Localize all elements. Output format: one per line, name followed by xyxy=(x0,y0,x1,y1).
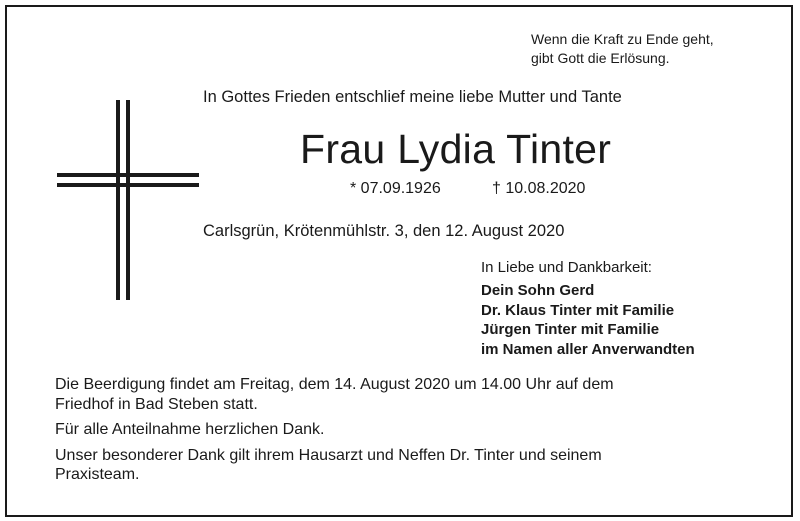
mourner-item: Dr. Klaus Tinter mit Familie xyxy=(481,301,675,319)
cross-icon xyxy=(52,100,202,300)
closing-text xyxy=(55,375,614,491)
intro-text: In Gottes Frieden entschlief meine liebe Mutter und Tante xyxy=(203,88,622,106)
mourner-item: im Namen aller Anverwandten xyxy=(481,340,695,358)
special-thanks xyxy=(55,446,614,485)
funeral-info xyxy=(55,375,614,414)
birth-date: * 07.09.1926 xyxy=(350,180,441,197)
deceased-name: Frau Lydia Tinter xyxy=(300,126,612,172)
thanks-all: Für alle Anteilnahme herzlichen Dank. xyxy=(55,421,325,438)
funeral-line-2: Friedhof in Bad Steben statt. xyxy=(55,395,258,413)
funeral-line-1: Die Beerdigung findet am Freitag, dem 14. August 2020 um 14.00 Uhr auf dem xyxy=(55,376,614,393)
place-and-date: Carlsgrün, Krötenmühlstr. 3, den 12. August 2020 xyxy=(203,222,565,240)
mourner-item: Jürgen Tinter mit Familie xyxy=(481,321,660,338)
motto-quote xyxy=(531,30,714,68)
mourners-list xyxy=(481,281,695,359)
special-thanks-line-2: Praxisteam. xyxy=(55,466,140,483)
motto-line-2: gibt Gott die Erlösung. xyxy=(531,50,670,66)
thanks-heading: In Liebe und Dankbarkeit: xyxy=(481,259,652,276)
death-date: † 10.08.2020 xyxy=(492,180,586,197)
mourner-item: Dein Sohn Gerd xyxy=(481,282,595,299)
special-thanks-line-1: Unser besonderer Dank gilt ihrem Hausarzt und Neffen Dr. Tinter und seinem xyxy=(55,446,602,464)
motto-line-1: Wenn die Kraft zu Ende geht, xyxy=(531,31,714,47)
